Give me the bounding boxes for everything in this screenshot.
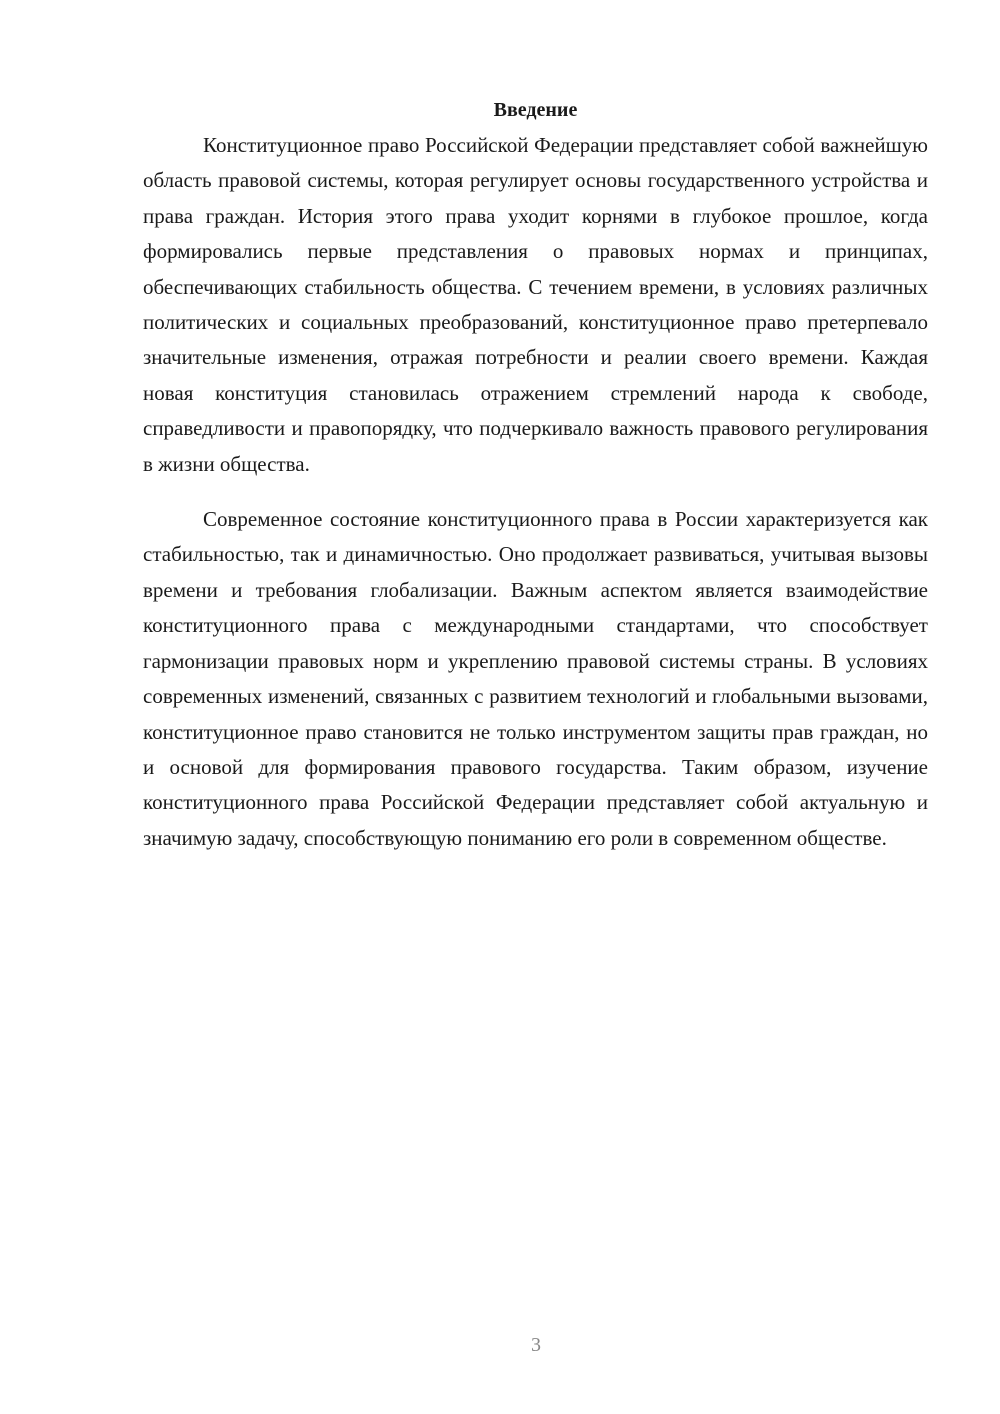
- paragraph-1: Конституционное право Российской Федерации представляет собой важнейшую область правовой системы, которая регулирует основы государственного устройства и права граждан. История этого права уходит корнями в глубокое прошлое, когда формировались первые представления о правовых нормах и принципах, обеспечивающих стабильность общества. С течением времени, в условиях различных политических и социальных преобразований, конституционное право претерпевало значительные изменения, отражая потребности и реалии своего времени. Каждая новая конституция становилась отражением стремлений народа к свободе, справедливости и правопорядку, что подчеркивало важность правового регулирования в жизни общества.: [143, 133, 928, 476]
- page-content: [143, 92, 928, 856]
- page-number: 3: [531, 1334, 541, 1356]
- paragraph-2: Современное состояние конституционного права в России характеризуется как стабильностью, так и динамичностью. Оно продолжает развиваться, учитывая вызовы времени и требования глобализации. Важным аспектом является взаимодействие конституционного права с международными стандартами, что способствует гармонизации правовых норм и укреплению правовой системы страны. В условиях современных изменений, связанных с развитием технологий и глобальными вызовами, конституционное право становится не только инструментом защиты прав граждан, но и основой для формирования правового государства. Таким образом, изучение конституционного права Российской Федерации представляет собой актуальную и значимую задачу, способствующую пониманию его роли в современном обществе.: [143, 507, 928, 850]
- section-title: Введение: [493, 99, 578, 121]
